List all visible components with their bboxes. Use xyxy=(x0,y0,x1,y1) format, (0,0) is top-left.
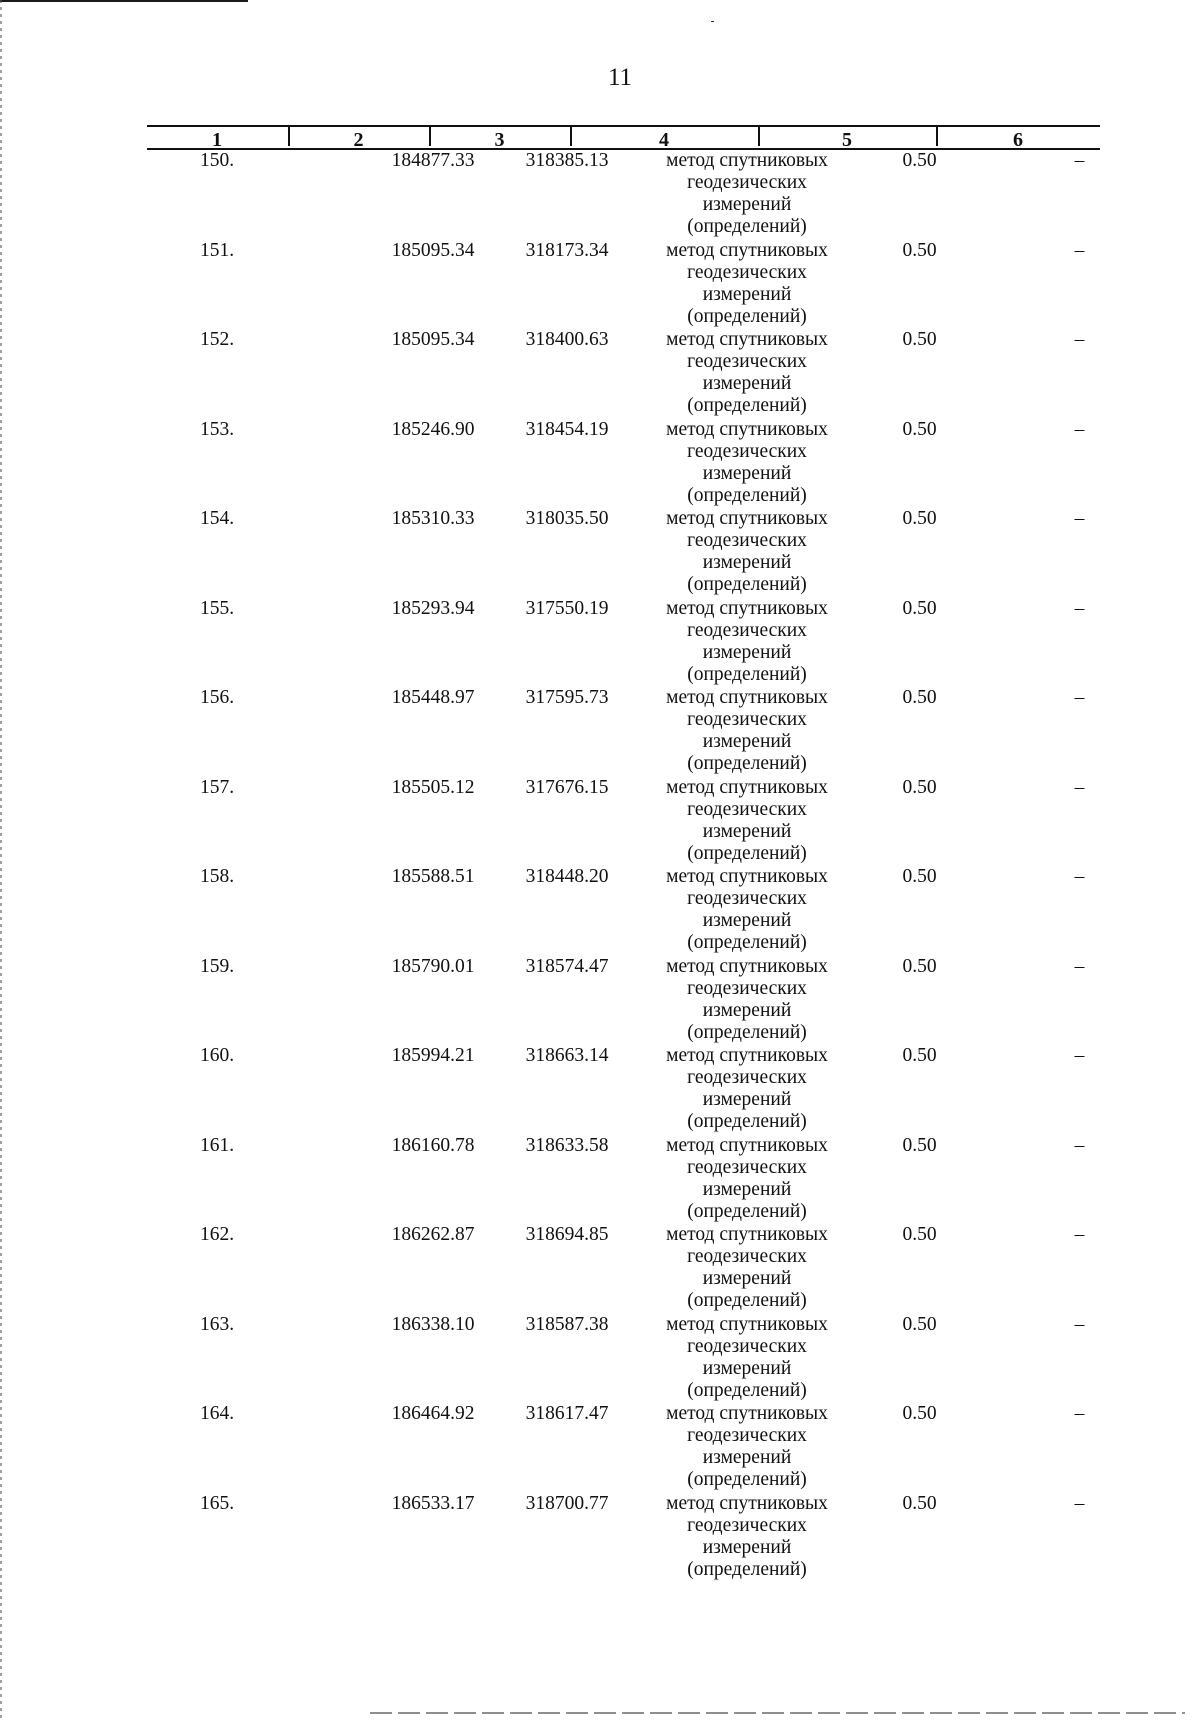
table-row xyxy=(147,1314,1100,1404)
method-line: метод спутниковых xyxy=(666,239,828,261)
method-line: геодезических xyxy=(687,977,807,999)
method-line: геодезических xyxy=(687,1246,807,1267)
table-row xyxy=(147,956,1100,1046)
table-row xyxy=(147,1224,1100,1314)
method-line: геодезических xyxy=(687,351,807,372)
header-col-1: 1 xyxy=(212,129,222,151)
method-line: геодезических xyxy=(687,798,807,820)
method-line: измерений xyxy=(702,283,792,305)
cell-point-number: 164. xyxy=(199,1403,235,1424)
method-line: (определений) xyxy=(687,1200,807,1222)
method-line: (определений) xyxy=(687,1379,807,1401)
cell-accuracy: 0.50 xyxy=(902,150,937,171)
cell-accuracy: 0.50 xyxy=(902,1045,937,1066)
method-line: (определений) xyxy=(687,216,807,237)
scan-artifact-top-line xyxy=(0,0,248,2)
method-line: метод спутниковых xyxy=(666,329,828,350)
cell-point-number: 157. xyxy=(199,776,235,798)
cell-x-coordinate: 185095.34 xyxy=(391,239,475,261)
cell-y-coordinate: 318400.63 xyxy=(525,329,609,350)
method-line: геодезических xyxy=(687,1067,807,1088)
cell-method xyxy=(657,1045,837,1133)
method-line: измерений xyxy=(702,999,792,1021)
cell-accuracy: 0.50 xyxy=(902,329,937,350)
method-line: (определений) xyxy=(687,753,807,774)
method-line: метод спутниковых xyxy=(666,1313,828,1335)
method-line: измерений xyxy=(702,910,792,931)
cell-x-coordinate: 185588.51 xyxy=(391,866,475,887)
method-line: (определений) xyxy=(687,1558,807,1580)
method-line: измерений xyxy=(702,1089,792,1110)
cell-x-coordinate: 186338.10 xyxy=(391,1313,475,1335)
cell-y-coordinate: 318385.13 xyxy=(525,150,609,171)
scan-artifact-bottom-line xyxy=(370,1712,1185,1714)
cell-accuracy: 0.50 xyxy=(902,1134,937,1156)
table-row xyxy=(147,1403,1100,1493)
method-line: измерений xyxy=(702,1357,792,1379)
cell-accuracy: 0.50 xyxy=(902,239,937,261)
cell-point-number: 155. xyxy=(199,597,235,619)
method-line: измерений xyxy=(702,1178,792,1200)
header-col-4: 4 xyxy=(659,129,669,151)
method-line: геодезических xyxy=(687,1335,807,1357)
cell-method xyxy=(657,240,837,328)
method-line: метод спутниковых xyxy=(666,687,828,708)
method-line: (определений) xyxy=(687,484,807,506)
cell-method xyxy=(657,419,837,507)
cell-note: – xyxy=(1074,329,1085,350)
method-line: метод спутниковых xyxy=(666,1224,828,1245)
table-row xyxy=(147,508,1100,598)
method-line: измерений xyxy=(702,552,792,573)
cell-y-coordinate: 318587.38 xyxy=(525,1313,609,1335)
method-line: метод спутниковых xyxy=(666,508,828,529)
table-row xyxy=(147,687,1100,777)
cell-x-coordinate: 185448.97 xyxy=(391,687,475,708)
method-line: измерений xyxy=(702,462,792,484)
cell-y-coordinate: 318617.47 xyxy=(525,1403,609,1424)
cell-point-number: 165. xyxy=(199,1492,235,1514)
cell-x-coordinate: 186262.87 xyxy=(391,1224,475,1245)
method-line: (определений) xyxy=(687,663,807,685)
table-row xyxy=(147,329,1100,419)
method-line: метод спутниковых xyxy=(666,1134,828,1156)
cell-note: – xyxy=(1074,1403,1085,1424)
cell-x-coordinate: 186160.78 xyxy=(391,1134,475,1156)
cell-accuracy: 0.50 xyxy=(902,418,937,440)
method-line: измерений xyxy=(702,820,792,842)
cell-method xyxy=(657,777,837,865)
method-line: метод спутниковых xyxy=(666,776,828,798)
cell-note: – xyxy=(1074,955,1085,977)
method-line: (определений) xyxy=(687,932,807,953)
cell-point-number: 152. xyxy=(199,329,235,350)
scan-artifact-dot xyxy=(711,21,714,22)
cell-method xyxy=(657,329,837,417)
cell-note: – xyxy=(1074,1492,1085,1514)
cell-x-coordinate: 186533.17 xyxy=(391,1492,475,1514)
cell-point-number: 158. xyxy=(199,866,235,887)
method-line: (определений) xyxy=(687,1021,807,1043)
header-col-6: 6 xyxy=(1013,129,1023,151)
cell-y-coordinate: 317676.15 xyxy=(525,776,609,798)
cell-point-number: 151. xyxy=(199,239,235,261)
cell-x-coordinate: 185246.90 xyxy=(391,418,475,440)
method-line: геодезических xyxy=(687,619,807,641)
cell-y-coordinate: 317595.73 xyxy=(525,687,609,708)
cell-y-coordinate: 318694.85 xyxy=(525,1224,609,1245)
method-line: измерений xyxy=(702,1268,792,1289)
cell-note: – xyxy=(1074,150,1085,171)
cell-x-coordinate: 184877.33 xyxy=(391,150,475,171)
method-line: измерений xyxy=(702,373,792,394)
method-line: измерений xyxy=(702,1536,792,1558)
cell-point-number: 153. xyxy=(199,418,235,440)
method-line: геодезических xyxy=(687,709,807,730)
method-line: метод спутниковых xyxy=(666,955,828,977)
cell-note: – xyxy=(1074,776,1085,798)
cell-method xyxy=(657,956,837,1044)
method-line: метод спутниковых xyxy=(666,1492,828,1514)
cell-accuracy: 0.50 xyxy=(902,1492,937,1514)
cell-point-number: 150. xyxy=(199,150,235,171)
cell-note: – xyxy=(1074,1045,1085,1066)
table-row xyxy=(147,1493,1100,1583)
table-row xyxy=(147,866,1100,956)
table-header-row xyxy=(147,125,1100,150)
cell-x-coordinate: 185994.21 xyxy=(391,1045,475,1066)
cell-accuracy: 0.50 xyxy=(902,508,937,529)
cell-accuracy: 0.50 xyxy=(902,597,937,619)
method-line: метод спутниковых xyxy=(666,597,828,619)
cell-method xyxy=(657,1314,837,1402)
method-line: (определений) xyxy=(687,1290,807,1311)
cell-point-number: 162. xyxy=(199,1224,235,1245)
header-col-3: 3 xyxy=(494,129,505,151)
cell-y-coordinate: 318173.34 xyxy=(525,239,609,261)
table-row xyxy=(147,150,1100,240)
scan-artifact-left-edge xyxy=(0,0,2,1722)
table-row xyxy=(147,419,1100,509)
method-line: метод спутниковых xyxy=(666,1403,828,1424)
cell-point-number: 154. xyxy=(199,508,235,529)
cell-note: – xyxy=(1074,1224,1085,1245)
method-line: геодезических xyxy=(687,1156,807,1178)
cell-note: – xyxy=(1074,418,1085,440)
cell-y-coordinate: 318035.50 xyxy=(525,508,609,529)
method-line: метод спутниковых xyxy=(666,150,828,171)
header-col-5: 5 xyxy=(842,129,852,151)
method-line: метод спутниковых xyxy=(666,418,828,440)
cell-x-coordinate: 185095.34 xyxy=(391,329,475,350)
cell-y-coordinate: 317550.19 xyxy=(525,597,609,619)
cell-point-number: 159. xyxy=(199,955,235,977)
cell-method xyxy=(657,1224,837,1312)
cell-note: – xyxy=(1074,239,1085,261)
method-line: метод спутниковых xyxy=(666,866,828,887)
cell-x-coordinate: 185293.94 xyxy=(391,597,475,619)
cell-accuracy: 0.50 xyxy=(902,955,937,977)
cell-x-coordinate: 185505.12 xyxy=(391,776,475,798)
method-line: измерений xyxy=(702,1447,792,1468)
table-row xyxy=(147,1045,1100,1135)
cell-note: – xyxy=(1074,1134,1085,1156)
cell-method xyxy=(657,1403,837,1491)
cell-method xyxy=(657,1135,837,1223)
cell-x-coordinate: 186464.92 xyxy=(391,1403,475,1424)
cell-x-coordinate: 185790.01 xyxy=(391,955,475,977)
cell-method xyxy=(657,1493,837,1581)
cell-accuracy: 0.50 xyxy=(902,1403,937,1424)
cell-point-number: 163. xyxy=(199,1313,235,1335)
method-line: (определений) xyxy=(687,305,807,327)
header-col-2: 2 xyxy=(353,129,364,151)
cell-method xyxy=(657,150,837,238)
cell-note: – xyxy=(1074,866,1085,887)
method-line: геодезических xyxy=(687,530,807,551)
cell-y-coordinate: 318448.20 xyxy=(525,866,609,887)
method-line: (определений) xyxy=(687,395,807,416)
cell-method xyxy=(657,598,837,686)
table-row xyxy=(147,598,1100,688)
cell-accuracy: 0.50 xyxy=(902,1313,937,1335)
cell-method xyxy=(657,866,837,954)
table-row xyxy=(147,240,1100,330)
method-line: геодезических xyxy=(687,440,807,462)
cell-accuracy: 0.50 xyxy=(902,776,937,798)
method-line: измерений xyxy=(702,641,792,663)
cell-y-coordinate: 318663.14 xyxy=(525,1045,609,1066)
cell-note: – xyxy=(1074,508,1085,529)
method-line: (определений) xyxy=(687,842,807,864)
cell-note: – xyxy=(1074,1313,1085,1335)
cell-method xyxy=(657,687,837,775)
method-line: (определений) xyxy=(687,574,807,595)
method-line: измерений xyxy=(702,194,792,215)
table-body xyxy=(147,150,1100,1582)
cell-note: – xyxy=(1074,597,1085,619)
method-line: геодезических xyxy=(687,261,807,283)
page-number: 11 xyxy=(607,64,633,91)
method-line: геодезических xyxy=(687,888,807,909)
method-line: геодезических xyxy=(687,1514,807,1536)
cell-note: – xyxy=(1074,687,1085,708)
cell-x-coordinate: 185310.33 xyxy=(391,508,475,529)
table-row xyxy=(147,777,1100,867)
cell-y-coordinate: 318454.19 xyxy=(525,418,609,440)
cell-method xyxy=(657,508,837,596)
cell-point-number: 156. xyxy=(199,687,235,708)
method-line: (определений) xyxy=(687,1469,807,1490)
method-line: метод спутниковых xyxy=(666,1045,828,1066)
cell-point-number: 160. xyxy=(199,1045,235,1066)
method-line: геодезических xyxy=(687,1425,807,1446)
cell-y-coordinate: 318700.77 xyxy=(525,1492,609,1514)
method-line: геодезических xyxy=(687,172,807,193)
cell-accuracy: 0.50 xyxy=(902,1224,937,1245)
method-line: (определений) xyxy=(687,1111,807,1132)
cell-point-number: 161. xyxy=(199,1134,235,1156)
method-line: измерений xyxy=(702,731,792,752)
table-row xyxy=(147,1135,1100,1225)
cell-y-coordinate: 318574.47 xyxy=(525,955,609,977)
cell-y-coordinate: 318633.58 xyxy=(525,1134,609,1156)
cell-accuracy: 0.50 xyxy=(902,687,937,708)
cell-accuracy: 0.50 xyxy=(902,866,937,887)
